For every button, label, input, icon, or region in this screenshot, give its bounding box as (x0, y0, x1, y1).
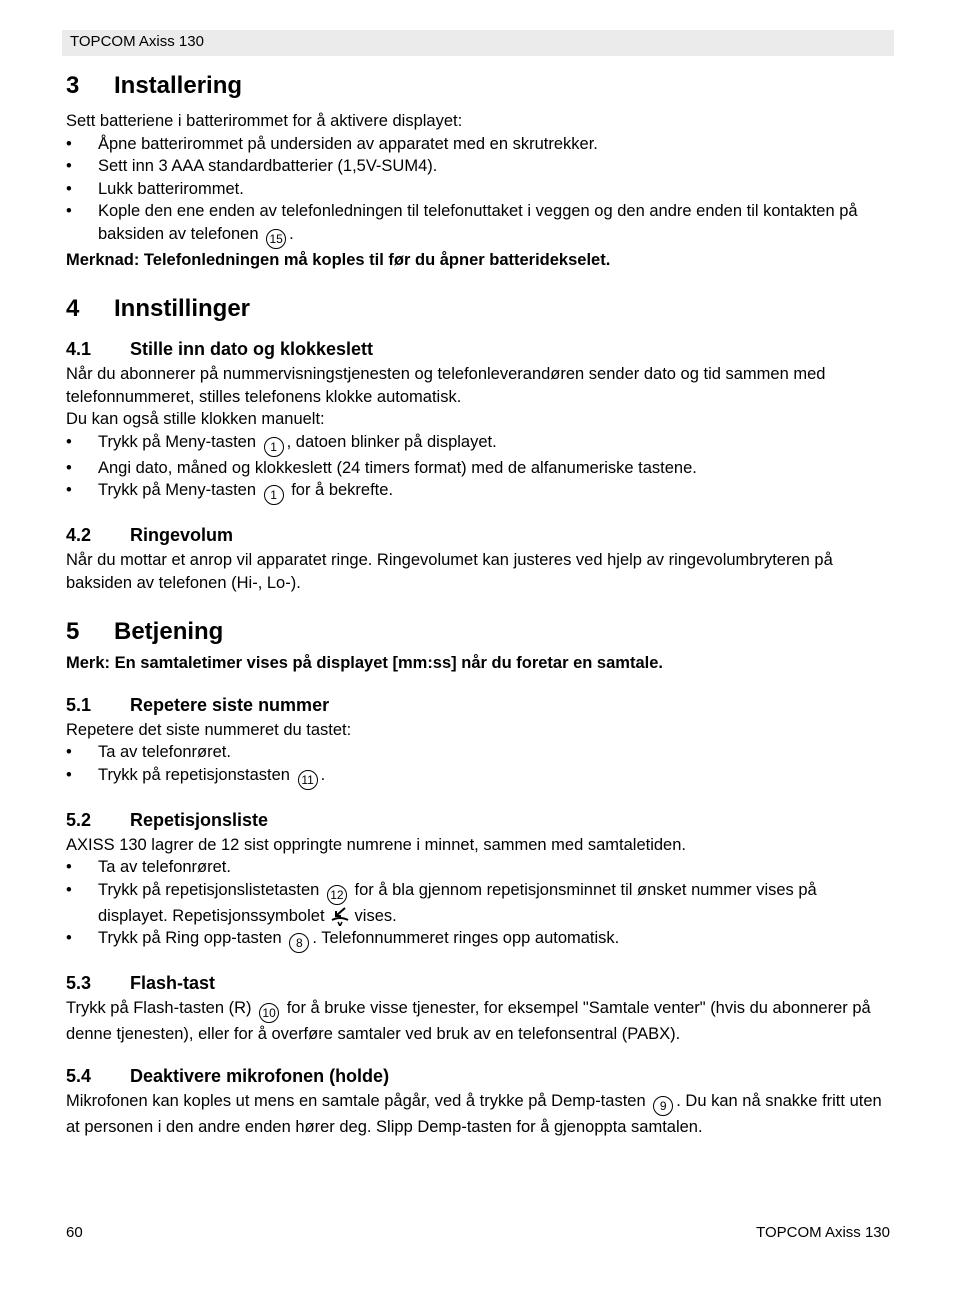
list-item: • Kople den ene enden av telefonledningen til telefonuttaket i veggen og den andre enden til kontakten på baksiden av telefonen 15 . (66, 200, 890, 249)
section-4-heading (66, 295, 890, 325)
subsection-5-2-list (66, 856, 890, 953)
subsection-title: Repetere siste nummer (130, 694, 330, 715)
paragraph: Når du mottar et anrop vil apparatet ringe. Ringevolumet kan justeres ved hjelp av ringevolumbryteren på baksiden av telefonen (Hi-, Lo-). (66, 551, 833, 592)
list-item: • Trykk på Meny-tasten 1 for å bekrefte. (66, 479, 890, 505)
key-15-icon: 15 (266, 229, 286, 249)
subsection-4-2-heading (66, 525, 890, 549)
key-1-icon: 1 (264, 485, 284, 505)
section-3-intro: Sett batteriene i batterirommet for å aktivere displayet: (66, 112, 463, 130)
list-item: • Ta av telefonrøret. (66, 858, 231, 876)
list-item: • Angi dato, måned og klokkeslett (24 timers format) med de alfanumeriske tastene. (66, 458, 697, 477)
section-number: 4 (66, 295, 80, 322)
list-item: • Trykk på repetisjonstasten 11 . (66, 764, 890, 790)
section-3-note: Merknad: Telefonledningen må koples til før du åpner batteridekselet. (66, 250, 611, 269)
paragraph: Du kan også stille klokken manuelt: (66, 410, 325, 428)
page-number: 60 (66, 1224, 83, 1241)
key-11-icon: 11 (298, 770, 318, 790)
subsection-number: 5.2 (66, 809, 92, 830)
subsection-number: 5.4 (66, 1065, 92, 1086)
section-title: Installering (114, 72, 243, 99)
subsection-title: Stille inn dato og klokkeslett (130, 339, 374, 359)
key-9-icon: 9 (653, 1096, 673, 1116)
paragraph: Trykk på Flash-tasten (R) 10 for å bruke visse tjenester, for eksempel "Samtale venter" (hvis du abonnerer på denne tjenesten), eller for å overføre samtaler ved bruk av en telefonsentral (PABX). (66, 999, 871, 1043)
header-title: TOPCOM Axiss 130 (70, 33, 204, 50)
subsection-5-3-heading (66, 973, 890, 997)
subsection-number: 4.1 (66, 339, 92, 359)
section-5-note: Merk: En samtaletimer vises på displayet [mm:ss] når du foretar en samtale. (66, 654, 663, 672)
subsection-4-1-heading (66, 339, 890, 363)
footer-title: TOPCOM Axiss 130 (756, 1224, 890, 1241)
section-title: Innstillinger (114, 295, 251, 322)
section-3-list (66, 133, 890, 249)
list-item: • Trykk på repetisjonslistetasten 12 for å bla gjennom repetisjonsminnet til ønsket nummer vises på displayet. Repetisjonssymbolet vises. (66, 880, 817, 925)
list-item: • Trykk på Meny-tasten 1 , datoen blinker på displayet. (66, 431, 890, 457)
section-3-heading (66, 72, 890, 102)
section-title: Betjening (114, 618, 224, 645)
subsection-5-1-heading (66, 695, 890, 719)
paragraph: Repetere det siste nummeret du tastet: (66, 720, 352, 739)
section-number: 5 (66, 618, 80, 645)
list-item: • Ta av telefonrøret. (66, 743, 231, 761)
subsection-5-2-heading (66, 810, 890, 834)
redial-symbol-icon (329, 906, 351, 926)
subsection-4-1-list (66, 431, 890, 506)
list-item: • Sett inn 3 AAA standardbatterier (1,5V-SUM4). (66, 157, 438, 175)
paragraph: Når du abonnerer på nummervisningstjenesten og telefonleverandøren sender dato og tid sammen med telefonnummeret, stilles telefonens klokke automatisk. (66, 365, 826, 406)
paragraph: Mikrofonen kan koples ut mens en samtale pågår, ved å trykke på Demp-tasten 9 . Du kan nå snakke fritt uten at personen i den andre enden hører deg. Slipp Demp-tasten for å gjenoppta samtalen. (66, 1091, 882, 1136)
list-item: • Trykk på Ring opp-tasten 8 . Telefonnummeret ringes opp automatisk. (66, 927, 890, 953)
subsection-title: Deaktivere mikrofonen (holde) (130, 1065, 390, 1086)
section-number: 3 (66, 72, 80, 99)
subsection-number: 5.1 (66, 694, 92, 715)
list-item: • Lukk batterirommet. (66, 179, 244, 198)
list-item: • Åpne batterirommet på undersiden av apparatet med en skrutrekker. (66, 134, 598, 153)
subsection-title: Ringevolum (130, 525, 234, 545)
subsection-number: 4.2 (66, 525, 92, 545)
key-8-icon: 8 (289, 933, 309, 953)
page-header (62, 30, 894, 56)
subsection-5-1-list (66, 741, 890, 790)
paragraph: AXISS 130 lagrer de 12 sist oppringte numrene i minnet, sammen med samtaletiden. (66, 835, 686, 854)
key-10-icon: 10 (259, 1003, 279, 1023)
key-12-icon: 12 (327, 885, 347, 905)
page-content (66, 70, 890, 1138)
subsection-title: Flash-tast (130, 973, 216, 993)
key-1-icon: 1 (264, 437, 284, 457)
subsection-5-4-heading (66, 1066, 890, 1090)
subsection-number: 5.3 (66, 973, 92, 993)
subsection-title: Repetisjonsliste (130, 809, 269, 830)
section-5-heading (66, 618, 890, 648)
